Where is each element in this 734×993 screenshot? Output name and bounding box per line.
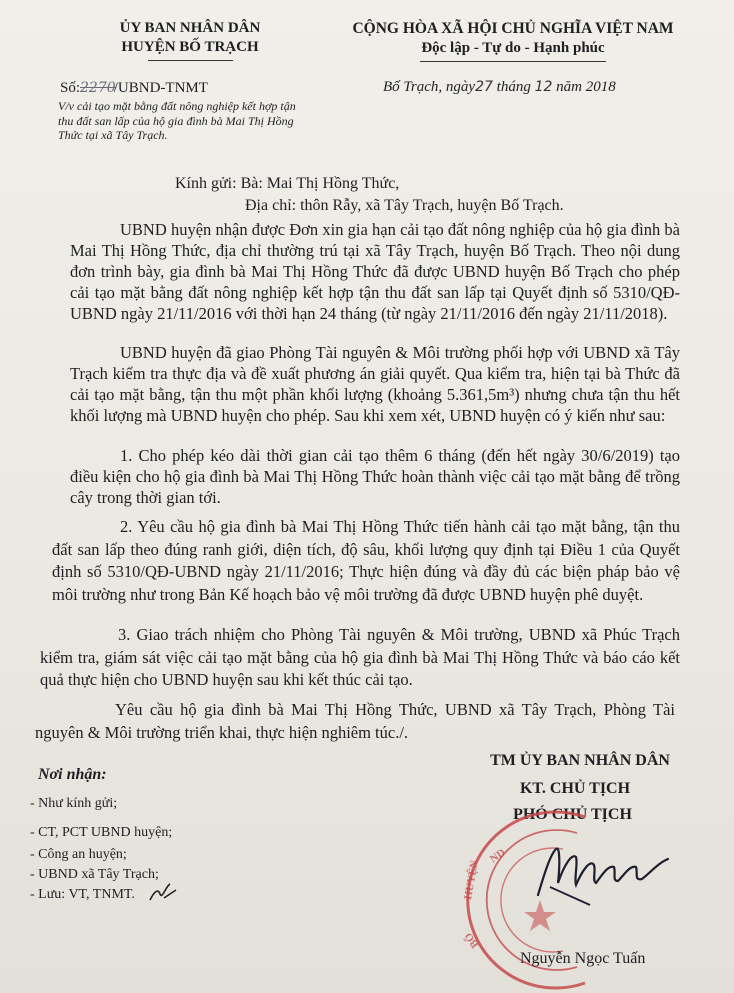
issuing-authority: ỦY BAN NHÂN DÂN xyxy=(119,20,261,36)
header-underline-left xyxy=(148,60,233,61)
issuing-district: HUYỆN BỐ TRẠCH xyxy=(121,39,259,55)
date-month: 12 xyxy=(534,79,553,95)
body-paragraph-1: UBND huyện nhận được Đơn xin gia hạn cải tạo đất nông nghiệp của hộ gia đình bà Mai Thị Hồng Thức, địa chỉ thường trú tại xã Tây Trạch, huyện Bố Trạch. Theo nội dung đơn trình bày, gia đình bà Mai Thị Hồng Thức đã được UBND huyện Bố Trạch cho phép cải tạo mặt bằng đất nông nghiệp kết hợp tận thu đất san lấp tại Quyết định số 5310/QĐ-UBND ngày 21/11/2016 với thời hạn 24 tháng (từ ngày 21/11/2016 đến ngày 21/11/2018). xyxy=(70,220,680,323)
distribution-title: Nơi nhận: xyxy=(38,766,107,783)
number-prefix: Số: xyxy=(60,80,81,96)
body-paragraph-5: 3. Giao trách nhiệm cho Phòng Tài nguyên & Môi trường, UBND xã Phúc Trạch kiểm tra, giám sát việc cải tạo mặt bằng của hộ gia đình bà Mai Thị Hồng Thức và báo cáo kết quả thực hiện cho UBND huyện sau khi kết thúc cải tạo. xyxy=(40,625,680,689)
body-paragraph-4: 2. Yêu cầu hộ gia đình bà Mai Thị Hồng Thức tiến hành cải tạo mặt bằng, tận thu đất san lấp theo đúng ranh giới, diện tích, độ sâu, khối lượng quy định tại Điều 1 của Quyết định số 5310/QĐ-UBND ngày 21/11/2016; Thực hiện đúng và đầy đủ các biện pháp bảo vệ môi trường như trong Bản Kế hoạch bảo vệ môi trường đã được UBND huyện phê duyệt. xyxy=(52,517,680,604)
document-number xyxy=(60,80,208,97)
signature-role-2: PHÓ CHỦ TỊCH xyxy=(513,806,632,823)
body-paragraph-3: 1. Cho phép kéo dài thời gian cải tạo thêm 6 tháng (đến hết ngày 30/6/2019) tạo điều kiện cho hộ gia đình bà Mai Thị Hồng Thức hoàn thành việc cải tạo mặt bằng để trồng cây trong thời gian tới. xyxy=(70,446,680,507)
distribution-item: - Như kính gửi; xyxy=(30,796,118,811)
svg-text:BỐ: BỐ xyxy=(462,930,482,951)
distribution-item: - UBND xã Tây Trạch; xyxy=(30,867,159,882)
signature-authority: TM ỦY BAN NHÂN DÂN xyxy=(490,752,670,769)
document-date xyxy=(383,79,616,96)
document-subject: V/v cải tạo mặt bằng đất nông nghiệp kết hợp tận thu đất san lấp của hộ gia đình bà Mai Thị Hồng Thức tại xã Tây Trạch. xyxy=(58,99,296,142)
signer-name: Nguyễn Ngọc Tuấn xyxy=(520,950,646,967)
signature-role-1: KT. CHỦ TỊCH xyxy=(519,780,631,797)
svg-text:ND: ND xyxy=(487,846,508,866)
number-suffix: /UBND-TNMT xyxy=(110,80,208,96)
distribution-item: - Lưu: VT, TNMT. xyxy=(30,887,135,902)
national-motto: Độc lập - Tự do - Hạnh phúc xyxy=(421,40,605,56)
date-month-word: tháng xyxy=(496,79,531,95)
initials-mark-icon xyxy=(148,880,178,905)
body-paragraph-6: Yêu cầu hộ gia đình bà Mai Thị Hồng Thức, UBND xã Tây Trạch, Phòng Tài nguyên & Môi trường triển khai, thực hiện nghiêm túc./. xyxy=(35,700,675,742)
recipient-line: Kính gửi: Bà: Mai Thị Hồng Thức, xyxy=(175,175,400,192)
date-day: 27 xyxy=(475,79,493,95)
national-title: CỘNG HÒA XÃ HỘI CHỦ NGHĨA VIỆT NAM xyxy=(352,20,674,37)
svg-text:HUYỆN: HUYỆN xyxy=(462,859,481,901)
date-year: năm 2018 xyxy=(556,79,616,95)
handwritten-signature-icon xyxy=(530,835,675,910)
header-underline-right xyxy=(420,61,606,62)
recipient-address: Địa chỉ: thôn Rẫy, xã Tây Trạch, huyện Bố Trạch. xyxy=(245,197,564,214)
body-paragraph-2: UBND huyện đã giao Phòng Tài nguyên & Môi trường phối hợp với UBND xã Tây Trạch kiểm tra thực địa và đề xuất phương án giải quyết. Qua kiểm tra, hiện tại bà Thức đã cải tạo mặt bằng, tận thu một phần khối lượng (khoảng 5.361,5m³) nhưng chưa tận thu hết khối lượng mà UBND huyện cho phép. Sau khi xem xét, UBND huyện có ý kiến như sau: xyxy=(70,343,680,425)
handwritten-number: 2270 xyxy=(80,80,116,96)
distribution-item: - Công an huyện; xyxy=(30,847,127,862)
date-place: Bố Trạch, ngày xyxy=(383,79,476,95)
distribution-item: - CT, PCT UBND huyện; xyxy=(30,825,173,840)
